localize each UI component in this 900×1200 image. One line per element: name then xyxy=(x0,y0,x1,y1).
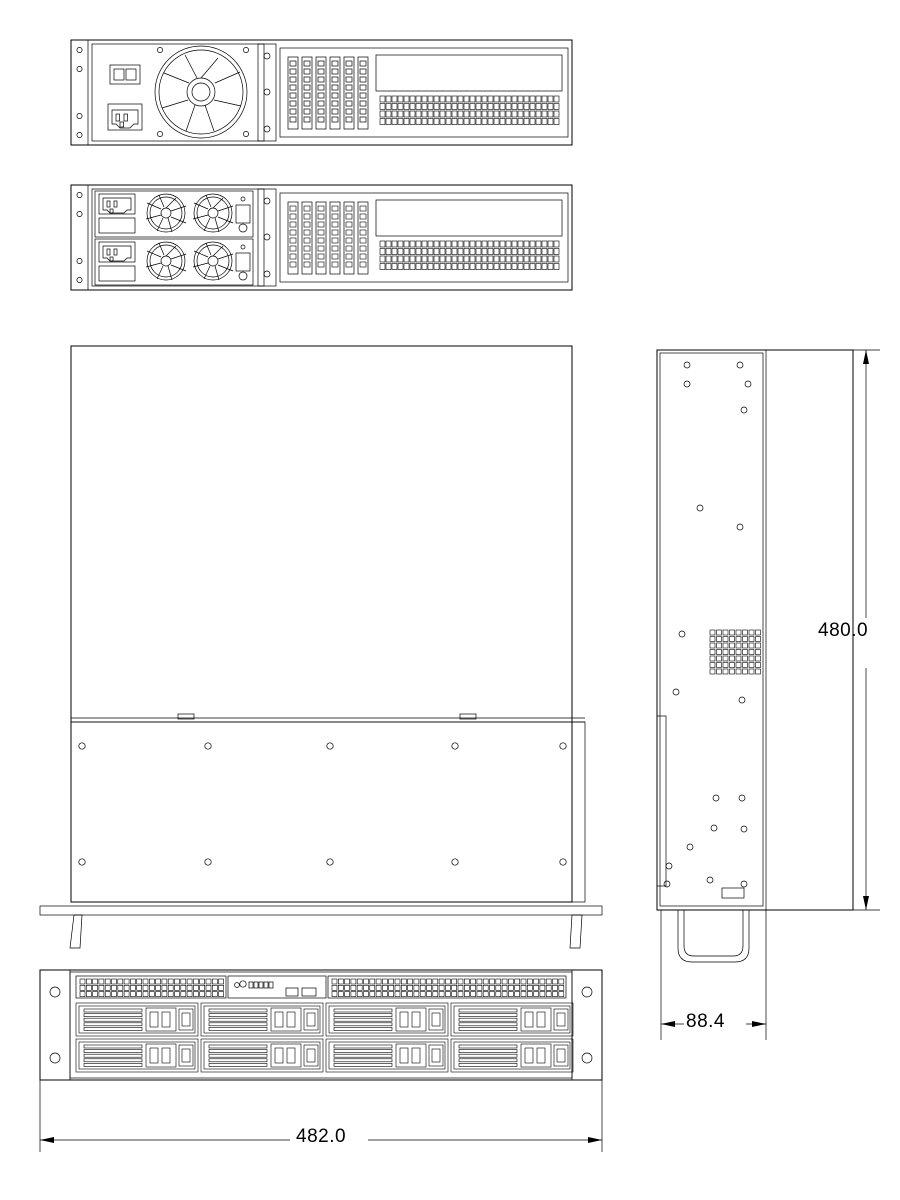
rear-view-single-psu xyxy=(71,40,572,145)
dimension-depth-label: 480.0 xyxy=(818,620,869,641)
dimension-width-label: 482.0 xyxy=(296,1126,347,1147)
side-view xyxy=(657,350,853,962)
front-view xyxy=(40,970,602,1080)
dimension-height-label: 88.4 xyxy=(686,1011,725,1032)
top-view xyxy=(40,346,602,948)
rear-view-redundant-psu xyxy=(71,185,572,290)
